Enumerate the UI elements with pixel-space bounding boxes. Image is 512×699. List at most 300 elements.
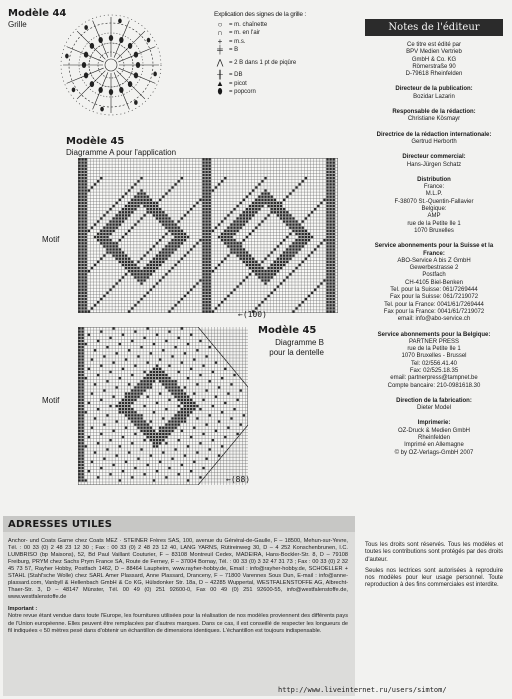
filled-cell [230,227,232,229]
filled-cell [311,211,313,213]
filled-cell [326,258,328,260]
filled-cell [106,227,108,229]
filled-cell [326,158,328,160]
filled-cell [206,189,208,191]
filled-cell [252,208,254,210]
filled-cell [178,439,180,441]
filled-cell [171,417,173,419]
filled-cell [326,292,328,294]
filled-cell [85,211,87,213]
filled-cell [199,199,201,201]
filled-cell [330,270,332,272]
filled-cell [103,214,105,216]
filled-cell [116,242,118,244]
filled-cell [140,199,142,201]
filled-cell [246,236,248,238]
filled-cell [78,162,80,164]
filled-cell [162,436,164,438]
filled-cell [209,199,211,201]
filled-cell [144,420,146,422]
popcorn-mark [90,43,94,49]
filled-cell [82,455,84,457]
filled-cell [156,377,158,379]
filled-cell [302,236,304,238]
filled-cell [333,264,335,266]
filled-cell [162,220,164,222]
filled-cell [237,399,239,401]
filled-cell [78,236,80,238]
filled-cell [271,211,273,213]
filled-cell [97,236,99,238]
filled-cell [171,239,173,241]
filled-cell [187,343,189,345]
filled-cell [128,405,130,407]
filled-cell [240,245,242,247]
filled-cell [165,217,167,219]
legend-row [214,21,354,29]
filled-cell [153,439,155,441]
filled-cell [286,196,288,198]
filled-cell [153,411,155,413]
filled-cell [168,230,170,232]
filled-cell [240,424,242,426]
filled-cell [333,177,335,179]
addresses-text: Anchor- und Coats Garne chez Coats MEZ · STEINER Frères SAS, 100, avenue du Général-de-Gaulle, F – 18500, Mehun-sur-Yevre, Tél. : 00 33 (0) 2 48 23 12 30 ; Fax : 00 33 (0) 2 48 23 12 40, LANG YARNS, Rütireinweg 30, D – 4 252 Konschenbrunen, I.C. LUMBRISO (bp Maisons), 52, Bd Paul Vaillant Couturier, F – 83108 Montreuil Cedex, MADEIRA, Hans-Bockler-Str. 8, D – 79108 Freiburg, PRYM chez Sachs Prym France SA, Route de Ferney, F – 37004 Bornay, Tél. : 00 33 (0) 3 32 47 31 73 ; Fax : 00 33 (0) 2 32 45 73 57, Rayher Hobby, Postfach 1462, D – 88464 Laupheim, www.rayher-hobby.de, Email : info@rayher-hobby.de, SCHOELLER + STAHL (Stahl'sche Wolle) chez SARL Amer Plassard, Anne Plassard, Dranceny, F – 71800 Varennes Sous Dun, E-mail : info@anne-plassard.com, Vanbyll & Hellenbach GmbH & Co KG, Hülsdonker Str. 18a, D – 42285 Wuppertal, WESTFALENSTOFFE AG, Albrecht-Thaer-Str. 3, D – 48147 Münster, Tél. 00 49 (0) 251 92600-0, Fax 00 49 (0) 251 92600-55, info@westfalenstoffe.de, www.westfalenstoffe.de [8,538,348,601]
filled-cell [128,411,130,413]
filled-cell [147,362,149,364]
filled-cell [78,358,80,360]
filled-cell [326,242,328,244]
filled-cell [150,248,152,250]
filled-cell [277,286,279,288]
filled-cell [258,208,260,210]
filled-cell [209,292,211,294]
filled-cell [78,389,80,391]
filled-cell [206,242,208,244]
modele-45b-title: Modèle 45 [258,325,317,336]
popcorn-mark [136,62,140,68]
filled-cell [209,273,211,275]
treble-icon: ╪ [217,45,223,55]
filled-cell [85,307,87,309]
filled-cell [137,199,139,201]
filled-cell [184,455,186,457]
filled-cell [82,402,84,404]
filled-cell [326,168,328,170]
diagram-b-label: Diagramme B [275,338,324,347]
filled-cell [156,217,158,219]
filled-cell [230,417,232,419]
filled-cell [128,399,130,401]
filled-cell [144,386,146,388]
filled-cell [249,193,251,195]
filled-cell [144,377,146,379]
filled-cell [230,230,232,232]
filled-cell [91,427,93,429]
imprint-line: Rheinfelden [417,435,451,442]
filled-cell [168,386,170,388]
filled-cell [156,214,158,216]
filled-cell [82,267,84,269]
filled-cell [156,365,158,367]
imprint-heading: Distribution [417,176,451,183]
filled-cell [85,227,87,229]
filled-cell [255,186,257,188]
filled-cell [165,408,167,410]
filled-cell [181,414,183,416]
legend-label: = picot [229,80,247,87]
filled-cell [206,211,208,213]
filled-cell [230,211,232,213]
filled-cell [333,286,335,288]
filled-cell [109,405,111,407]
filled-cell [184,411,186,413]
filled-cell [168,331,170,333]
filled-cell [134,199,136,201]
filled-cell [162,251,164,253]
filled-cell [326,211,328,213]
filled-cell [221,411,223,413]
popcorn-icon: ⬮ [217,86,223,96]
filled-cell [258,264,260,266]
filled-cell [187,445,189,447]
filled-cell [178,405,180,407]
filled-cell [85,276,87,278]
filled-cell [237,224,239,226]
filled-cell [162,377,164,379]
filled-cell [206,355,208,357]
filled-cell [78,180,80,182]
filled-cell [171,248,173,250]
filled-cell [128,202,130,204]
filled-cell [140,276,142,278]
filled-cell [333,270,335,272]
filled-cell [181,239,183,241]
filled-cell [224,230,226,232]
imprint-line: OZ-Druck & Medien GmbH [397,427,470,434]
filled-cell [137,386,139,388]
filled-cell [159,264,161,266]
filled-cell [85,286,87,288]
filled-cell [119,211,121,213]
filled-cell [162,349,164,351]
filled-cell [159,430,161,432]
filled-cell [78,273,80,275]
filled-cell [85,261,87,263]
filled-cell [190,470,192,472]
filled-cell [292,230,294,232]
filled-cell [246,255,248,257]
filled-cell [190,289,192,291]
filled-cell [82,476,84,478]
filled-cell [82,276,84,278]
filled-cell [137,267,139,269]
filled-cell [171,242,173,244]
filled-cell [171,307,173,309]
filled-cell [78,227,80,229]
filled-cell [94,417,96,419]
filled-cell [184,408,186,410]
filled-cell [326,239,328,241]
filled-cell [78,411,80,413]
filled-cell [224,236,226,238]
filled-cell [82,436,84,438]
filled-cell [147,202,149,204]
filled-cell [85,230,87,232]
filled-cell [125,396,127,398]
filled-cell [196,451,198,453]
filled-cell [82,327,84,329]
filled-cell [85,273,87,275]
filled-cell [209,239,211,241]
filled-cell [299,248,301,250]
filled-cell [209,307,211,309]
filled-cell [147,383,149,385]
filled-cell [88,310,90,312]
filled-cell [255,270,257,272]
filled-cell [209,255,211,257]
filled-cell [103,295,105,297]
filled-cell [134,208,136,210]
filled-cell [264,177,266,179]
filled-cell [206,264,208,266]
filled-cell [85,479,87,481]
filled-cell [289,227,291,229]
filled-cell [82,424,84,426]
filled-cell [82,408,84,410]
imprint-heading: Service abonnements pour la Suisse et la France: [374,243,494,257]
filled-cell [175,414,177,416]
filled-cell [283,279,285,281]
filled-cell [271,270,273,272]
filled-cell [326,233,328,235]
filled-cell [326,208,328,210]
filled-cell [326,196,328,198]
filled-cell [326,162,328,164]
filled-cell [168,189,170,191]
filled-cell [147,374,149,376]
filled-cell [243,414,245,416]
filled-cell [131,408,133,410]
filled-cell [305,230,307,232]
filled-cell [150,199,152,201]
imprint-line: Tel. pour la Suisse: 061/7269444 [390,287,478,294]
filled-cell [221,233,223,235]
filled-cell [159,439,161,441]
filled-cell [137,301,139,303]
filled-cell [249,273,251,275]
legend-title: Explication des signes de la grille : [214,11,306,18]
filled-cell [78,230,80,232]
filled-cell [165,193,167,195]
filled-cell [168,430,170,432]
filled-cell [153,264,155,266]
imprint-column [365,42,503,465]
imprint-line: Gertrud Herborth [411,138,457,145]
filled-cell [122,334,124,336]
source-url[interactable]: http://www.liveinternet.ru/users/simtom/ [278,686,447,694]
filled-cell [85,196,87,198]
filled-cell [153,368,155,370]
filled-cell [122,261,124,263]
filled-cell [85,248,87,250]
filled-cell [78,476,80,478]
filled-cell [150,433,152,435]
filled-cell [237,242,239,244]
filled-cell [206,217,208,219]
filled-cell [82,227,84,229]
filled-cell [202,193,204,195]
filled-cell [178,393,180,395]
filled-cell [202,301,204,303]
filled-cell [131,399,133,401]
filled-cell [106,236,108,238]
filled-cell [165,427,167,429]
filled-cell [82,165,84,167]
filled-cell [85,174,87,176]
filled-cell [206,424,208,426]
filled-cell [181,408,183,410]
filled-cell [202,258,204,260]
filled-cell [333,158,335,160]
filled-cell [82,343,84,345]
filled-cell [221,377,223,379]
filled-cell [233,224,235,226]
filled-cell [227,245,229,247]
filled-cell [131,417,133,419]
filled-cell [286,276,288,278]
filled-cell [144,214,146,216]
filled-cell [330,255,332,257]
filled-cell [147,270,149,272]
filled-cell [209,304,211,306]
filled-cell [78,343,80,345]
filled-cell [82,248,84,250]
filled-cell [128,383,130,385]
filled-cell [330,304,332,306]
filled-cell [295,242,297,244]
filled-cell [116,455,118,457]
filled-cell [206,171,208,173]
filled-cell [181,393,183,395]
filled-cell [85,251,87,253]
filled-cell [206,273,208,275]
filled-cell [181,389,183,391]
filled-cell [162,451,164,453]
filled-cell [175,420,177,422]
filled-cell [144,473,146,475]
filled-cell [85,202,87,204]
filled-cell [196,282,198,284]
legend-label: = m. en l'air [229,30,260,37]
popcorn-mark [128,81,132,87]
filled-cell [147,377,149,379]
filled-cell [333,189,335,191]
filled-cell [125,399,127,401]
filled-cell [252,258,254,260]
filled-cell [78,424,80,426]
filled-cell [178,420,180,422]
filled-cell [283,258,285,260]
filled-cell [199,340,201,342]
filled-cell [330,289,332,291]
filled-cell [82,307,84,309]
filled-cell [88,436,90,438]
important-text: Notre revue étant vendue dans toute l'Europe, les fournitures utilisées pour la réalisation de nos modèles proviennent des différents pays de l'Union européenne. Elles peuvent être remplacées par d'autres marques. Dans ce cas, il est conseillé de respecter les longueurs de fil indiquées « 50 mètres pesé dans d'obtenir un échantillon de dimensions identiques. L'échantillon est toujours indispensable. [8,613,348,634]
filled-cell [326,298,328,300]
filled-cell [202,208,204,210]
filled-cell [209,380,211,382]
filled-cell [240,389,242,391]
filled-cell [78,255,80,257]
filled-cell [78,349,80,351]
filled-cell [144,439,146,441]
filled-cell [122,276,124,278]
filled-cell [326,282,328,284]
filled-cell [264,217,266,219]
filled-cell [82,196,84,198]
filled-cell [305,258,307,260]
filled-cell [277,270,279,272]
filled-cell [302,239,304,241]
filled-cell [277,245,279,247]
filled-cell [116,405,118,407]
filled-cell [326,279,328,281]
filled-cell [153,286,155,288]
filled-cell [156,445,158,447]
filled-cell [165,233,167,235]
filled-cell [221,180,223,182]
filled-cell [122,436,124,438]
filled-cell [175,239,177,241]
filled-cell [125,411,127,413]
filled-cell [131,186,133,188]
doily-diagram [56,10,166,120]
filled-cell [302,220,304,222]
filled-cell [134,399,136,401]
filled-cell [122,368,124,370]
popcorn-mark [118,18,122,23]
filled-cell [116,202,118,204]
filled-cell [286,258,288,260]
filled-cell [202,183,204,185]
filled-cell [181,236,183,238]
filled-cell [193,286,195,288]
filled-cell [193,427,195,429]
filled-cell [202,295,204,297]
filled-cell [233,227,235,229]
filled-cell [206,289,208,291]
filled-cell [295,248,297,250]
filled-cell [113,286,115,288]
filled-cell [82,289,84,291]
filled-cell [308,233,310,235]
filled-cell [280,211,282,213]
filled-cell [246,251,248,253]
filled-cell [78,208,80,210]
filled-cell [289,193,291,195]
filled-cell [150,427,152,429]
filled-cell [171,230,173,232]
filled-cell [280,208,282,210]
filled-cell [261,276,263,278]
filled-cell [330,174,332,176]
filled-cell [97,340,99,342]
filled-cell [268,267,270,269]
filled-cell [224,177,226,179]
filled-cell [249,208,251,210]
filled-cell [106,251,108,253]
